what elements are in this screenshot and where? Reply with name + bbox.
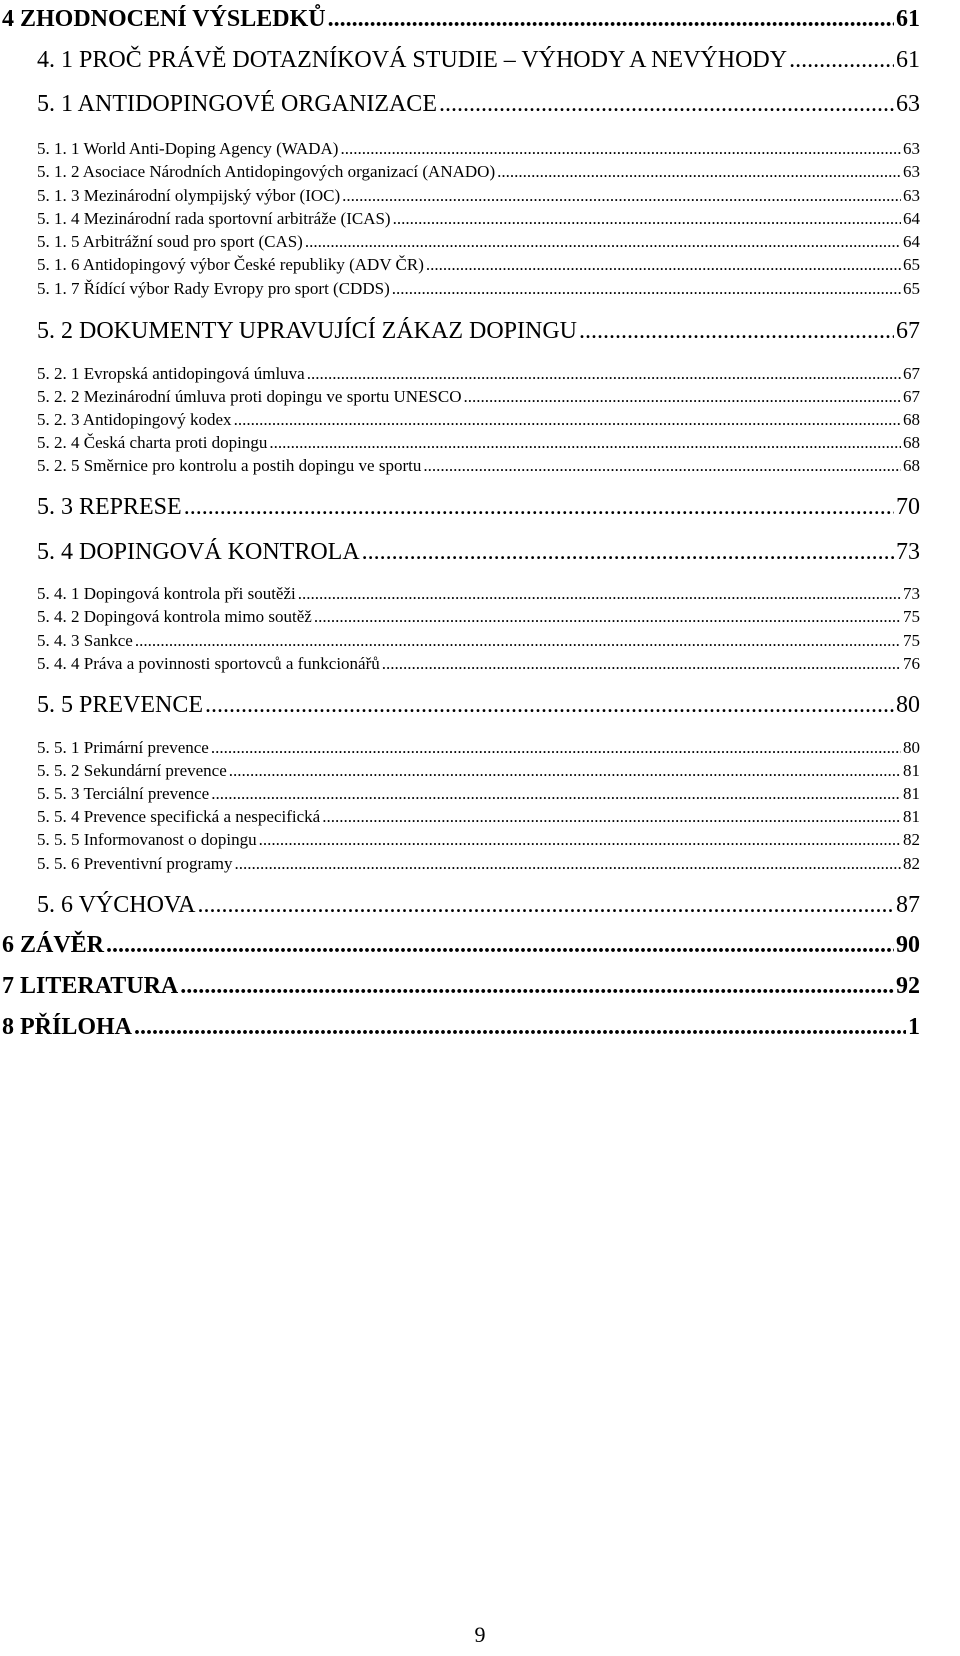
toc-entry <box>37 210 920 227</box>
toc-entry-page: 67 <box>896 318 920 344</box>
toc-entry-label: 5. 3 REPRESE <box>37 494 182 520</box>
toc-entry <box>37 319 920 343</box>
toc-entry <box>37 632 920 649</box>
toc-leader <box>234 411 901 428</box>
toc-entry <box>37 280 920 297</box>
toc-leader <box>393 210 901 227</box>
toc-entry <box>37 762 920 779</box>
toc-entry <box>37 585 920 602</box>
toc-entry-label: 4. 1 PROČ PRÁVĚ DOTAZNÍKOVÁ STUDIE – VÝHODY A NEVÝHODY <box>37 47 788 73</box>
page-number: 9 <box>474 1622 486 1647</box>
toc-leader <box>464 388 902 405</box>
toc-entry-label: 5. 4. 4 Práva a povinnosti sportovců a funkcionářů <box>37 654 380 673</box>
toc-entry <box>37 163 920 180</box>
toc-entry-label: 5. 1 ANTIDOPINGOVÉ ORGANIZACE <box>37 91 437 117</box>
toc-entry-page: 64 <box>903 209 920 228</box>
toc-entry-label: 5. 4. 3 Sankce <box>37 631 133 650</box>
toc-leader <box>135 632 901 649</box>
toc-entry-page: 61 <box>896 6 920 32</box>
toc-entry-label: 6 ZÁVĚR <box>2 932 105 958</box>
toc-entry <box>37 808 920 825</box>
toc-leader <box>305 233 901 250</box>
toc-entry-label: 5. 1. 4 Mezinárodní rada sportovní arbitráže (ICAS) <box>37 209 391 228</box>
toc-leader <box>197 893 894 917</box>
toc-entry-label: 5. 1. 7 Řídící výbor Rady Evropy pro sport (CDDS) <box>37 279 390 298</box>
toc-entry-label: 5. 2. 3 Antidopingový kodex <box>37 410 232 429</box>
toc-leader <box>106 933 894 957</box>
toc-entry-label: 5. 5. 2 Sekundární prevence <box>37 761 227 780</box>
toc-entry <box>2 933 920 957</box>
toc-entry <box>37 233 920 250</box>
toc-entry <box>37 187 920 204</box>
toc-entry-page: 68 <box>903 410 920 429</box>
toc-entry-page: 63 <box>903 186 920 205</box>
toc-entry-page: 92 <box>896 973 920 999</box>
toc-entry-label: 5. 4 DOPINGOVÁ KONTROLA <box>37 539 360 565</box>
toc-leader <box>205 693 894 717</box>
toc-entry-page: 87 <box>896 892 920 918</box>
toc-leader <box>342 187 901 204</box>
toc-entry-label: 5. 5. 4 Prevence specifická a nespecifická <box>37 807 321 826</box>
toc-leader <box>322 808 901 825</box>
toc-entry-label: 5. 5. 1 Primární prevence <box>37 738 209 757</box>
toc-entry <box>37 434 920 451</box>
toc-entry <box>37 457 920 474</box>
toc-entry-page: 73 <box>903 584 920 603</box>
toc-entry <box>2 974 920 998</box>
toc-entry-page: 80 <box>896 692 920 718</box>
toc-entry-label: 5. 2. 1 Evropská antidopingová úmluva <box>37 364 305 383</box>
toc-leader <box>307 365 901 382</box>
toc-entry-page: 68 <box>903 456 920 475</box>
toc-entry-label: 5. 6 VÝCHOVA <box>37 892 196 918</box>
toc-leader <box>497 163 901 180</box>
toc-entry-label: 5. 2. 2 Mezinárodní úmluva proti dopingu ve sportu UNESCO <box>37 387 462 406</box>
toc-entry-page: 64 <box>903 232 920 251</box>
toc-entry <box>37 655 920 672</box>
toc-entry-label: 5. 5. 6 Preventivní programy <box>37 854 233 873</box>
toc-entry-page: 80 <box>903 738 920 757</box>
toc-entry <box>37 92 920 116</box>
toc-leader <box>439 92 894 116</box>
toc-entry-page: 65 <box>903 255 920 274</box>
toc-entry <box>37 893 920 917</box>
toc-entry <box>37 693 920 717</box>
toc-entry-page: 63 <box>903 162 920 181</box>
toc-leader <box>184 495 894 519</box>
toc-entry-page: 67 <box>903 387 920 406</box>
toc-entry-page: 68 <box>903 433 920 452</box>
toc-entry-page: 73 <box>896 539 920 565</box>
toc-entry <box>37 140 920 157</box>
toc-entry <box>37 855 920 872</box>
toc-entry-page: 65 <box>903 279 920 298</box>
toc-entry <box>37 256 920 273</box>
toc-entry <box>37 785 920 802</box>
toc-entry-page: 61 <box>896 47 920 73</box>
toc-leader <box>180 974 894 998</box>
toc-entry-label: 5. 5 PREVENCE <box>37 692 204 718</box>
toc-entry-page: 75 <box>903 607 920 626</box>
toc-leader <box>269 434 901 451</box>
toc-leader <box>392 280 901 297</box>
toc-entry-page: 76 <box>903 654 920 673</box>
toc-entry <box>37 48 920 72</box>
toc-entry-page: 75 <box>903 631 920 650</box>
toc-entry-page: 67 <box>903 364 920 383</box>
toc-entry-label: 5. 2. 4 Česká charta proti dopingu <box>37 433 268 452</box>
toc-leader <box>382 655 901 672</box>
toc-entry-label: 5. 2. 5 Směrnice pro kontrolu a postih dopingu ve sportu <box>37 456 422 475</box>
toc-entry-page: 70 <box>896 494 920 520</box>
toc-entry-label: 5. 1. 5 Arbitrážní soud pro sport (CAS) <box>37 232 303 251</box>
toc-entry-label: 7 LITERATURA <box>2 973 179 999</box>
toc-leader <box>211 785 901 802</box>
toc-entry-label: 4 ZHODNOCENÍ VÝSLEDKŮ <box>2 6 326 32</box>
toc-entry-label: 5. 1. 3 Mezinárodní olympijský výbor (IOC) <box>37 186 341 205</box>
toc-entry-label: 5. 2 DOKUMENTY UPRAVUJÍCÍ ZÁKAZ DOPINGU <box>37 318 577 344</box>
toc-entry-label: 8 PŘÍLOHA <box>2 1014 133 1040</box>
toc-entry <box>37 388 920 405</box>
toc-entry-page: 63 <box>903 139 920 158</box>
toc-entry-label: 5. 5. 3 Terciální prevence <box>37 784 210 803</box>
toc-entry <box>37 608 920 625</box>
toc-entry-page: 90 <box>896 932 920 958</box>
toc-entry <box>37 540 920 564</box>
toc-leader <box>362 540 894 564</box>
toc-leader <box>328 7 894 31</box>
toc-entry-label: 5. 5. 5 Informovanost o dopingu <box>37 830 257 849</box>
toc-entry-label: 5. 1. 2 Asociace Národních Antidopingových organizací (ANADO) <box>37 162 496 181</box>
toc-leader <box>298 585 901 602</box>
toc-leader <box>234 855 901 872</box>
toc-entry-page: 81 <box>903 784 920 803</box>
toc-entry-page: 82 <box>903 854 920 873</box>
toc-entry <box>37 739 920 756</box>
toc-leader <box>211 739 901 756</box>
toc-leader <box>259 831 901 848</box>
toc-entry <box>2 1015 920 1039</box>
toc-entry-page: 81 <box>903 807 920 826</box>
toc-entry <box>2 7 920 31</box>
toc-entry-page: 82 <box>903 830 920 849</box>
toc-entry-label: 5. 4. 2 Dopingová kontrola mimo soutěž <box>37 607 312 626</box>
toc-entry-label: 5. 4. 1 Dopingová kontrola při soutěži <box>37 584 296 603</box>
toc-leader <box>229 762 901 779</box>
toc-leader <box>134 1015 906 1039</box>
toc-entry <box>37 831 920 848</box>
toc-entry <box>37 411 920 428</box>
toc-leader <box>340 140 901 157</box>
toc-entry-label: 5. 1. 1 World Anti-Doping Agency (WADA) <box>37 139 339 158</box>
toc-entry <box>37 495 920 519</box>
toc-entry-page: 63 <box>896 91 920 117</box>
toc-leader <box>314 608 901 625</box>
toc-leader <box>426 256 901 273</box>
toc-leader <box>423 457 901 474</box>
toc-entry-page: 81 <box>903 761 920 780</box>
toc-leader <box>789 48 894 72</box>
toc-entry-page: 1 <box>908 1014 920 1040</box>
toc-leader <box>579 319 894 343</box>
toc-entry-label: 5. 1. 6 Antidopingový výbor České republiky (ADV ČR) <box>37 255 424 274</box>
toc-entry <box>37 365 920 382</box>
